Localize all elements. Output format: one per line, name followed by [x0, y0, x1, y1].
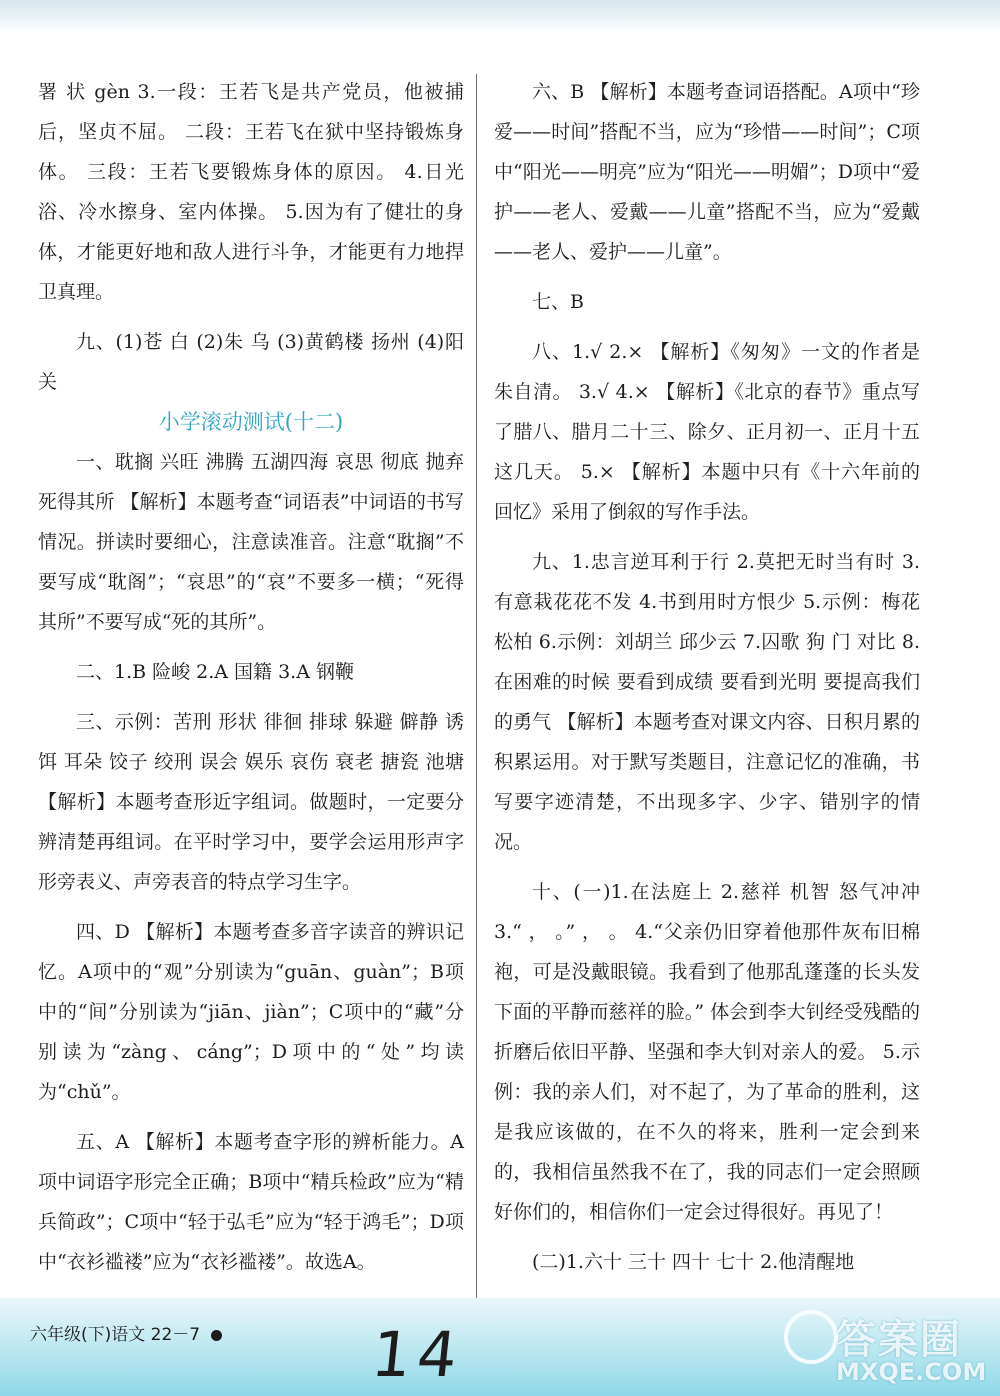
answer-paragraph: 署 状 gèn 3.一段：王若飞是共产党员，他被捕后，坚贞不屈。 二段：王若飞在狱中坚持锻炼身体。 三段：王若飞要锻炼身体的原因。 4.日光浴、冷水擦身、室内体操。 5.因为有了健壮的身体，才能更好地和敌人进行斗争，才能更有力地捍卫真理。	[38, 81, 464, 303]
watermark-logo	[780, 1300, 987, 1390]
answer-paragraph: 四、D 【解析】本题考查多音字读音的辨识记忆。A项中的“观”分别读为“guān、guàn”；B项中的“间”分别读为“jiān、jiàn”；C项中的“藏”分别读为“zàng、cáng”；D项中的“处”均读为“chǔ”。	[38, 921, 464, 1103]
watermark-text-cn: 答案圈	[836, 1317, 962, 1363]
answer-paragraph: 八、1.√ 2.× 【解析】《匆匆》一文的作者是朱自清。 3.√ 4.× 【解析】《北京的春节》重点写了腊八、腊月二十三、除夕、正月初一、正月十五这几天。 5.× 【解析】本题中只有《十六年前的回忆》采用了倒叙的写作手法。	[494, 341, 920, 523]
page-top-edge	[0, 0, 1000, 34]
answer-paragraph: 一、耽搁 兴旺 沸腾 五湖四海 哀思 彻底 抛弃 死得其所 【解析】本题考查“词语表”中词语的书写情况。拼读时要细心，注意读准音。注意“耽搁”不要写成“耽阁”；“哀思”的“哀”不要多一横；“死得其所”不要写成“死的其所”。	[38, 451, 464, 633]
answer-paragraph: 七、B	[532, 291, 584, 313]
answer-paragraph: 九、(1)苍 白 (2)朱 乌 (3)黄鹤楼 扬州 (4)阳关	[38, 331, 464, 393]
watermark-circle-icon	[784, 1310, 838, 1364]
footer-label	[30, 1320, 222, 1345]
left-column	[38, 72, 464, 1282]
page-code: 22－7	[150, 1325, 201, 1345]
grade-subject-label: 六年级(下)语文	[30, 1325, 146, 1345]
watermark-text-en: MXQE.COM	[836, 1358, 987, 1386]
answer-paragraph: (二)1.六十 三十 四十 七十 2.他清醒地	[532, 1251, 855, 1273]
column-divider	[476, 74, 477, 1300]
bullet-dot-icon	[211, 1330, 222, 1341]
answer-paragraph: 六、B 【解析】本题考查词语搭配。A项中“珍爱——时间”搭配不当，应为“珍惜——时间”；C项中“阳光——明亮”应为“阳光——明媚”；D项中“爱护——老人、爱戴——儿童”搭配不当，应为“爱戴——老人、爱护——儿童”。	[494, 81, 920, 263]
answer-paragraph: 三、示例：苦刑 形状 徘徊 排球 躲避 僻静 诱饵 耳朵 饺子 绞刑 误会 娱乐 哀伤 衰老 搪瓷 池塘 【解析】本题考查形近字组词。做题时，一定要分辨清楚再组词。在平时学习中，要学会运用形声字形旁表义、声旁表音的特点学习生字。	[38, 711, 464, 893]
answer-paragraph: 五、A 【解析】本题考查字形的辨析能力。A项中词语字形完全正确；B项中“精兵检政”应为“精兵简政”；C项中“轻于弘毛”应为“轻于鸿毛”；D项中“衣衫褴褛”应为“衣衫褴褛”。故选A。	[38, 1131, 464, 1273]
handwritten-page-number: 14	[368, 1318, 467, 1391]
section-title: 小学滚动测试(十二)	[158, 410, 344, 434]
answer-paragraph: 二、1.B 险峻 2.A 国籍 3.A 钢鞭	[76, 661, 354, 683]
answer-paragraph: 十、(一)1.在法庭上 2.慈祥 机智 怒气冲冲 3.“ ， 。” ， 。 4.“父亲仍旧穿着他那件灰布旧棉袍，可是没戴眼镜。我看到了他那乱蓬蓬的长头发下面的平静而慈祥的脸。” 体会到李大钊经受残酷的折磨后依旧平静、坚强和李大钊对亲人的爱。 5.示例：我的亲人们，对不起了，为了革命的胜利，这是我应该做的，在不久的将来，胜利一定会到来的，我相信虽然我不在了，我的同志们一定会照顾好你们的，相信你们一定会过得很好。再见了！	[494, 881, 920, 1223]
right-column	[494, 72, 920, 1282]
answer-paragraph: 九、1.忠言逆耳利于行 2.莫把无时当有时 3.有意栽花花不发 4.书到用时方恨少 5.示例：梅花 松柏 6.示例：刘胡兰 邱少云 7.囚歌 狗 门 对比 8.在困难的时候 要看到成绩 要看到光明 要提高我们的勇气 【解析】本题考查对课文内容、日积月累的积累运用。对于默写类题目，注意记忆的准确，书写要字迹清楚，不出现多字、少字、错别字的情况。	[494, 551, 920, 853]
